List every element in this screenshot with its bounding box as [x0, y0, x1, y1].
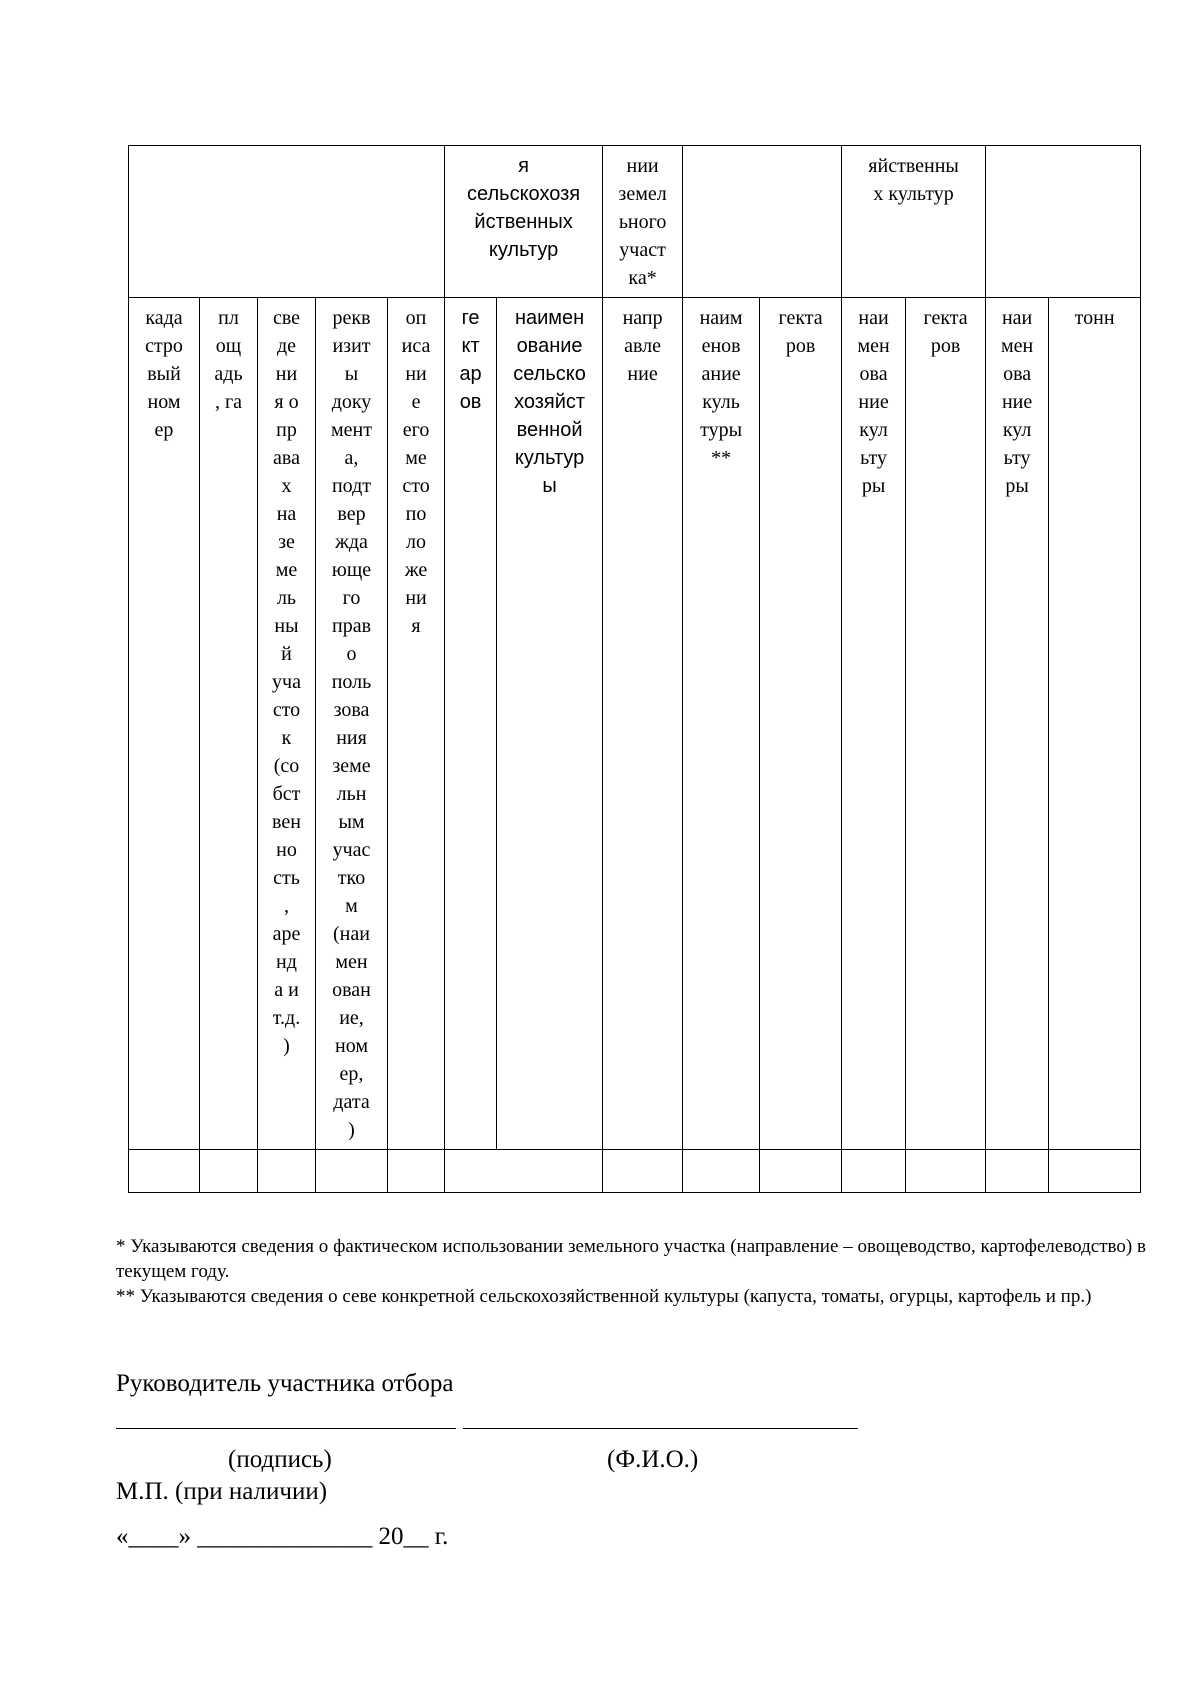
data-cell[interactable]: [842, 1150, 906, 1193]
crop-header-cell: [683, 146, 842, 298]
column-header-cell: наи мен ова ние кул ьту ры: [842, 298, 906, 1150]
column-header-cell: све де ни я о пр ава х на зе ме ль ны й уча сто к (со бст вен но сть , аре нд а и т.д. ): [258, 298, 316, 1150]
data-cell[interactable]: [760, 1150, 842, 1193]
signature-caption: (подпись): [228, 1446, 332, 1473]
last-header-cell: [986, 146, 1141, 298]
footnotes: [116, 1234, 1146, 1309]
footnote-crop: ** Указываются сведения о севе конкретной сельскохозяйственной культуры (капуста, томаты, огурцы, картофель и пр.): [116, 1286, 1092, 1307]
land-group-header-cell: [129, 146, 445, 298]
column-header-cell: напр авле ние: [603, 298, 683, 1150]
harvest-header-cell: яйственны х культур: [842, 146, 986, 298]
column-header-cell: рекв изит ы доку мент а, подт вер жда юще го прав о поль зова ния земе льн ым учас тко м (наи мен ован ие, ном ер, дата ): [316, 298, 388, 1150]
data-cell[interactable]: [129, 1150, 200, 1193]
land-use-table: [128, 145, 1141, 1193]
column-header-cell: гекта ров: [760, 298, 842, 1150]
land-use-table-section: [128, 145, 1140, 1193]
data-cell[interactable]: [906, 1150, 986, 1193]
usage-direction-header-cell: нии земел ьного участ ка*: [603, 146, 683, 298]
name-line: [463, 1428, 858, 1429]
data-cell[interactable]: [316, 1150, 388, 1193]
data-cell[interactable]: [986, 1150, 1049, 1193]
data-cell[interactable]: [388, 1150, 445, 1193]
signature-line: [116, 1428, 456, 1429]
data-cell[interactable]: [445, 1150, 603, 1193]
column-header-cell: пл ощ адь , га: [200, 298, 258, 1150]
name-caption: (Ф.И.О.): [607, 1446, 699, 1473]
table-row-empty-entry: [129, 1150, 1141, 1193]
column-header-cell: наимен ование сельско хозяйст венной культур ы: [497, 298, 603, 1150]
column-header-cell: оп иса ни е его ме сто по ло же ни я: [388, 298, 445, 1150]
area-crop-header-cell: я сельскохозя йственных культур: [445, 146, 603, 298]
date-line: «____» ______________ 20__ г.: [116, 1523, 449, 1550]
column-header-cell: ге кт ар ов: [445, 298, 497, 1150]
data-cell[interactable]: [258, 1150, 316, 1193]
column-header-cell: гекта ров: [906, 298, 986, 1150]
column-header-cell: тонн: [1049, 298, 1141, 1150]
table-row-column-headers: [129, 298, 1141, 1150]
footnote-usage: * Указываются сведения о фактическом использовании земельного участка (направление – овощеводство, картофелеводство) в текущем году.: [116, 1236, 1146, 1282]
column-header-cell: када стро вый ном ер: [129, 298, 200, 1150]
data-cell[interactable]: [1049, 1150, 1141, 1193]
data-cell[interactable]: [683, 1150, 760, 1193]
signature-title: Руководитель участника отбора: [116, 1370, 454, 1397]
stamp-label: М.П. (при наличии): [116, 1478, 328, 1505]
data-cell[interactable]: [200, 1150, 258, 1193]
table-row-continued-header: [129, 146, 1141, 298]
column-header-cell: наим енов ание куль туры **: [683, 298, 760, 1150]
data-cell[interactable]: [603, 1150, 683, 1193]
column-header-cell: наи мен ова ние кул ьту ры: [986, 298, 1049, 1150]
